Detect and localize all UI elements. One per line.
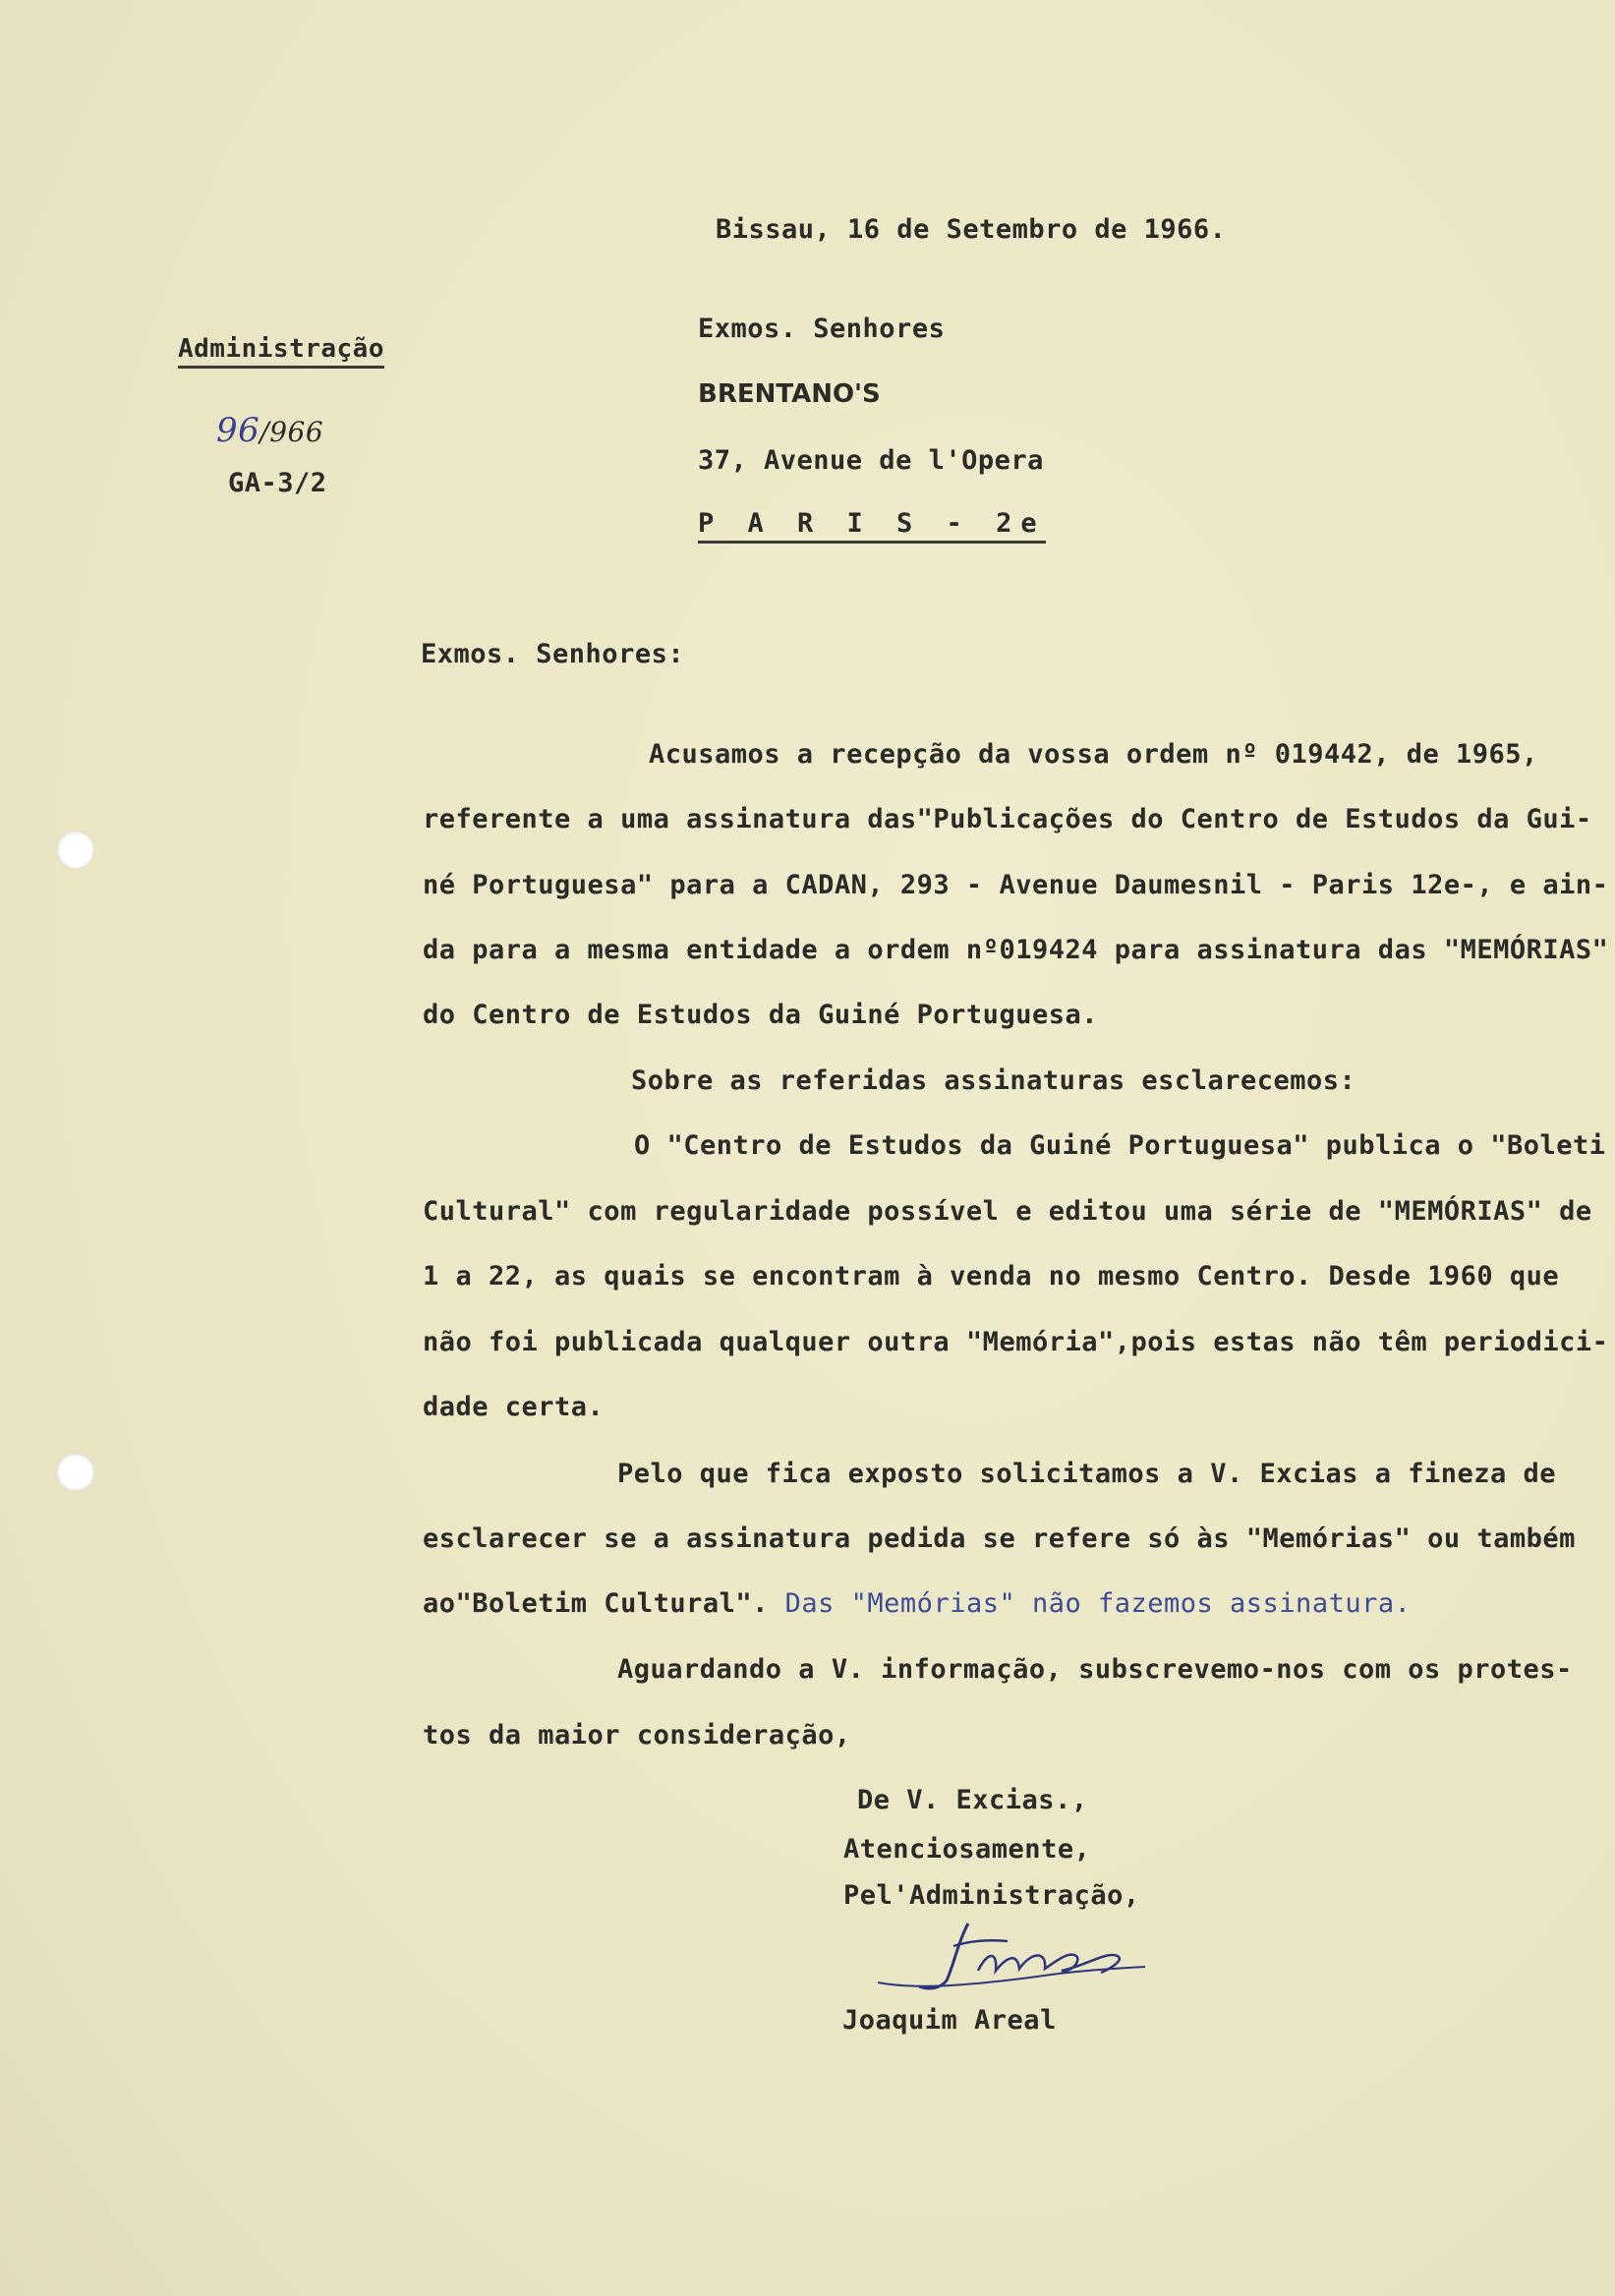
body-line: Sobre as referidas assinaturas esclarecemos: <box>631 1065 1356 1096</box>
body-line: tos da maior consideração, <box>423 1720 851 1751</box>
letter-date: Bissau, 16 de Setembro de 1966. <box>716 214 1227 245</box>
body-line: referente a uma assinatura das"Publicações do Centro de Estudos da Gui- <box>423 804 1592 834</box>
body-line <box>423 1588 1411 1619</box>
recipient-city: P A R I S - 2e <box>698 508 1046 544</box>
file-code: GA-3/2 <box>228 468 327 498</box>
body-line: 1 a 22, as quais se encontram à venda no mesmo Centro. Desde 1960 que <box>423 1261 1560 1292</box>
salutation: Exmos. Senhores: <box>421 639 685 669</box>
body-line: né Portuguesa" para a CADAN, 293 - Avenue Daumesnil - Paris 12e-, e ain- <box>423 870 1609 900</box>
body-line: Aguardando a V. informação, subscrevemo-nos com os protes- <box>617 1654 1573 1685</box>
closing-line: De V. Excias., <box>857 1785 1088 1815</box>
body-line-text: ao"Boletim Cultural". <box>423 1588 769 1619</box>
body-line: Acusamos a recepção da vossa ordem nº 019442, de 1965, <box>649 739 1538 770</box>
body-line: da para a mesma entidade a ordem nº019424 para assinatura das "MEMÓRIAS" <box>423 935 1609 965</box>
handwritten-signature <box>860 1912 1155 2005</box>
punch-hole-top <box>56 831 95 870</box>
punch-hole-bottom <box>56 1453 95 1492</box>
signer-name: Joaquim Areal <box>842 2005 1057 2036</box>
reference-number <box>216 411 323 450</box>
body-line: Pelo que fica exposto solicitamos a V. Excias a fineza de <box>617 1459 1557 1489</box>
recipient-address: 37, Avenue de l'Opera <box>698 445 1044 476</box>
closing-line: Pel'Administração, <box>843 1880 1140 1911</box>
body-line: do Centro de Estudos da Guiné Portuguesa. <box>423 1000 1098 1030</box>
department-heading: Administração <box>178 334 384 369</box>
body-line: O "Centro de Estudos da Guiné Portuguesa" publica o "Boleti <box>634 1130 1606 1161</box>
handwritten-note: Das "Memórias" não fazemos assinatura. <box>784 1588 1412 1619</box>
body-line: dade certa. <box>423 1392 605 1422</box>
recipient-greeting: Exmos. Senhores <box>698 314 946 344</box>
body-line: não foi publicada qualquer outra "Memória",pois estas não têm periodici- <box>423 1327 1609 1357</box>
closing-line: Atenciosamente, <box>843 1834 1091 1865</box>
body-line: Cultural" com regularidade possível e editou uma série de "MEMÓRIAS" de <box>423 1196 1592 1227</box>
body-line: esclarecer se a assinatura pedida se refere só às "Memórias" ou também <box>423 1523 1576 1554</box>
reference-number-year: /966 <box>260 416 324 448</box>
recipient-company: BRENTANO'S <box>698 379 881 409</box>
reference-number-handwritten: 96 <box>216 411 260 450</box>
